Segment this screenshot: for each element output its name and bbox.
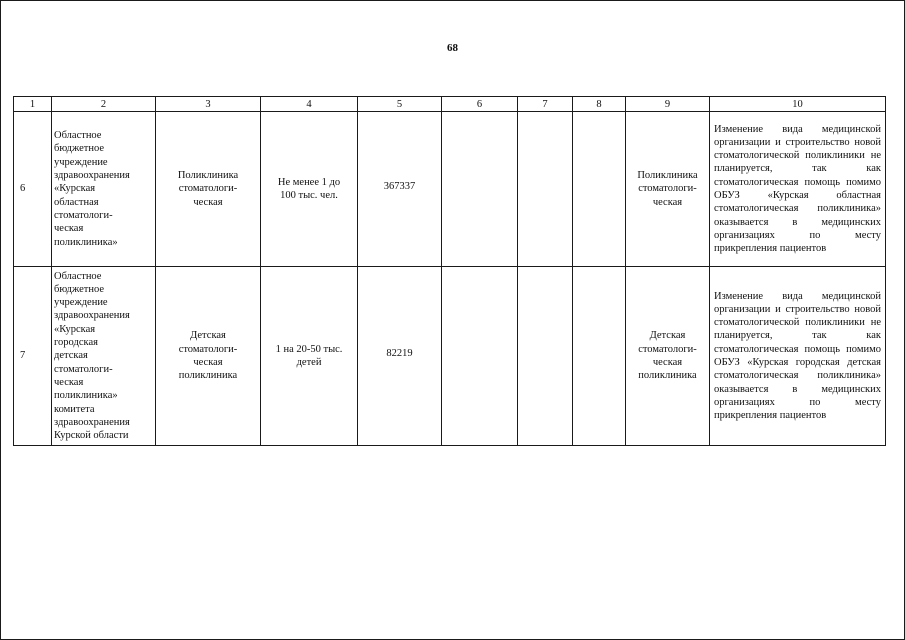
empty-cell: [442, 267, 518, 446]
column-header: 4: [261, 97, 358, 112]
table-row: [14, 267, 886, 446]
service-area-cell: 1 на 20-50 тыс. детей: [261, 267, 358, 446]
empty-cell: [442, 112, 518, 267]
facility-type-cell: Поликлиника стоматологи- ческая: [156, 112, 261, 267]
planned-type-cell: Детская стоматологи- ческая поликлиника: [626, 267, 710, 446]
page-number: 68: [447, 42, 458, 54]
table-header-row: [14, 97, 886, 112]
column-header: 9: [626, 97, 710, 112]
empty-cell: [518, 267, 573, 446]
empty-cell: [518, 112, 573, 267]
value-cell: 82219: [358, 267, 442, 446]
empty-cell: [573, 267, 626, 446]
column-header: 2: [52, 97, 156, 112]
column-header: 1: [14, 97, 52, 112]
note-cell: Изменение вида медицинской организации и строительство новой стоматологической поликлиники не планируется, так как стоматологическая помощь помимо ОБУЗ «Курская областная стоматологическая поликлиника» оказывается в медицинских организациях по месту прикрепления пациентов: [710, 112, 886, 267]
organization-cell: Областное бюджетное учреждение здравоохранения «Курская областная стоматологи- ческая поликлиника»: [52, 112, 156, 267]
facilities-table: [13, 96, 886, 446]
service-area-cell: Не менее 1 до 100 тыс. чел.: [261, 112, 358, 267]
column-header: 10: [710, 97, 886, 112]
note-cell: Изменение вида медицинской организации и строительство новой стоматологической поликлиники не планируется, так как стоматологическая помощь помимо ОБУЗ «Курская городская детская стоматологическая поликлиника» оказывается в медицинских организациях по месту прикрепления пациентов: [710, 267, 886, 446]
column-header: 8: [573, 97, 626, 112]
planned-type-cell: Поликлиника стоматологи- ческая: [626, 112, 710, 267]
row-number: 6: [14, 112, 52, 267]
organization-cell: Областное бюджетное учреждение здравоохранения «Курская городская детская стоматологи- ческая поликлиника» комитета здравоохранения Курской области: [52, 267, 156, 446]
column-header: 3: [156, 97, 261, 112]
table-row: [14, 112, 886, 267]
value-cell: 367337: [358, 112, 442, 267]
facility-type-cell: Детская стоматологи- ческая поликлиника: [156, 267, 261, 446]
column-header: 6: [442, 97, 518, 112]
empty-cell: [573, 112, 626, 267]
row-number: 7: [14, 267, 52, 446]
column-header: 7: [518, 97, 573, 112]
column-header: 5: [358, 97, 442, 112]
